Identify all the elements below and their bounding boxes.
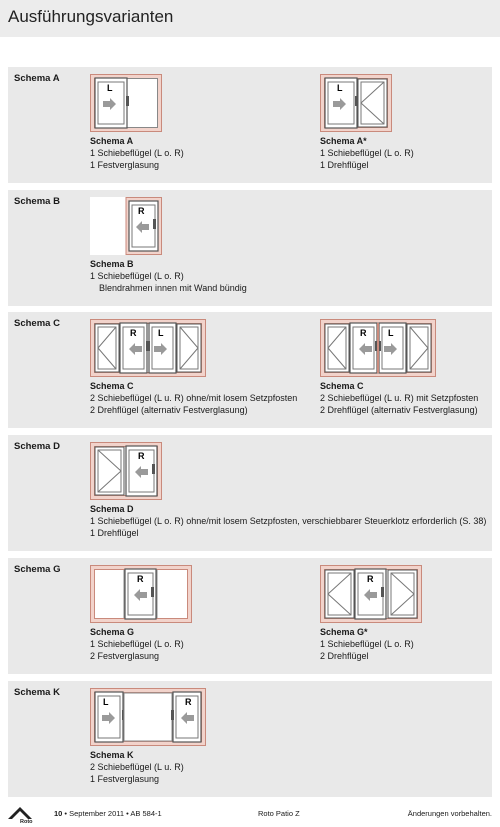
section-label: Schema D [14,441,60,452]
svg-text:L: L [103,697,109,707]
section-label: Schema B [14,196,60,207]
variant-line: 1 Festverglasung [90,774,160,784]
roto-logo-icon [6,804,46,824]
variant-title: Schema A* [320,136,367,146]
variant-line: 1 Schiebeflügel (L o. R) [90,148,184,158]
page-info: • September 2011 • AB 584-1 [62,809,162,818]
window-diagram-schema-a-star [320,74,392,132]
variant-schema-c-2 [320,380,478,416]
variant-title: Schema K [90,750,134,760]
svg-text:L: L [388,328,394,338]
variant-schema-a [90,135,184,171]
variant-line: 2 Drehflügel (alternativ Festverglasung) [90,405,248,415]
variant-title: Schema C [90,381,134,391]
variant-schema-k [90,749,184,785]
svg-text:R: R [360,328,367,338]
variant-line: 1 Drehflügel [90,528,139,538]
section-label: Schema G [14,564,61,575]
variant-line: 1 Schiebeflügel (L o. R) ohne/mit losem Setzpfosten, verschiebbarer Steuerklotz erforderlich (S. 38) [90,516,487,526]
page-number-info [54,809,162,818]
footer-product: Roto Patio Z [258,809,300,818]
window-diagram-schema-b [90,197,162,255]
page-footer [0,800,500,827]
svg-text:R: R [130,328,137,338]
svg-text:R: R [138,451,145,461]
variant-line: 2 Schiebeflügel (L u. R) ohne/mit losem Setzpfosten [90,393,298,403]
variant-schema-c-1 [90,380,297,416]
svg-text:L: L [158,328,164,338]
svg-text:R: R [137,574,144,584]
page-number: 10 [54,809,63,818]
variant-schema-b [90,258,247,294]
window-diagram-schema-k [90,688,206,746]
section-schema-b [8,190,492,306]
section-label: Schema A [14,73,60,84]
window-diagram-schema-c [90,319,206,377]
window-diagram-schema-a [90,74,162,132]
variant-line: 1 Schiebeflügel (L o. R) [320,639,414,649]
page-header [0,0,500,37]
page-title: Ausführungsvarianten [8,7,174,26]
variant-line: 2 Festverglasung [90,651,160,661]
section-label: Schema C [14,318,60,329]
variant-title: Schema C [320,381,364,391]
variant-line: 1 Festverglasung [90,160,160,170]
section-label: Schema K [14,687,60,698]
svg-text:L: L [107,83,113,93]
svg-text:R: R [138,206,145,216]
variant-line: Blendrahmen innen mit Wand bündig [99,283,247,293]
window-diagram-schema-c-2 [320,319,436,377]
variant-line: 1 Schiebeflügel (L o. R) [320,148,414,158]
variant-schema-d [90,503,486,539]
footer-disclaimer: Änderungen vorbehalten. [407,809,492,818]
window-diagram-schema-g [90,565,192,623]
window-diagram-schema-g-star [320,565,422,623]
variant-title: Schema G [90,627,135,637]
variant-line: 1 Schiebeflügel (L o. R) [90,639,184,649]
svg-text:Roto: Roto [20,819,33,824]
svg-text:R: R [367,574,374,584]
variant-schema-a-star [320,135,414,171]
section-schema-a [8,67,492,183]
section-schema-k [8,681,492,797]
variant-title: Schema G* [320,627,368,637]
variant-title: Schema B [90,259,134,269]
variant-schema-g [90,626,184,662]
variant-line: 2 Schiebeflügel (L u. R) mit Setzpfosten [320,393,479,403]
svg-text:L: L [337,83,343,93]
svg-text:R: R [185,697,192,707]
window-diagram-schema-d [90,442,162,500]
variant-title: Schema A [90,136,134,146]
variant-line: 2 Drehflügel (alternativ Festverglasung) [320,405,478,415]
variant-schema-g-star [320,626,414,662]
variant-line: 2 Drehflügel [320,651,369,661]
variant-line: 1 Schiebeflügel (L o. R) [90,271,184,281]
variant-title: Schema D [90,504,134,514]
variant-line: 2 Schiebeflügel (L u. R) [90,762,184,772]
variant-line: 1 Drehflügel [320,160,369,170]
